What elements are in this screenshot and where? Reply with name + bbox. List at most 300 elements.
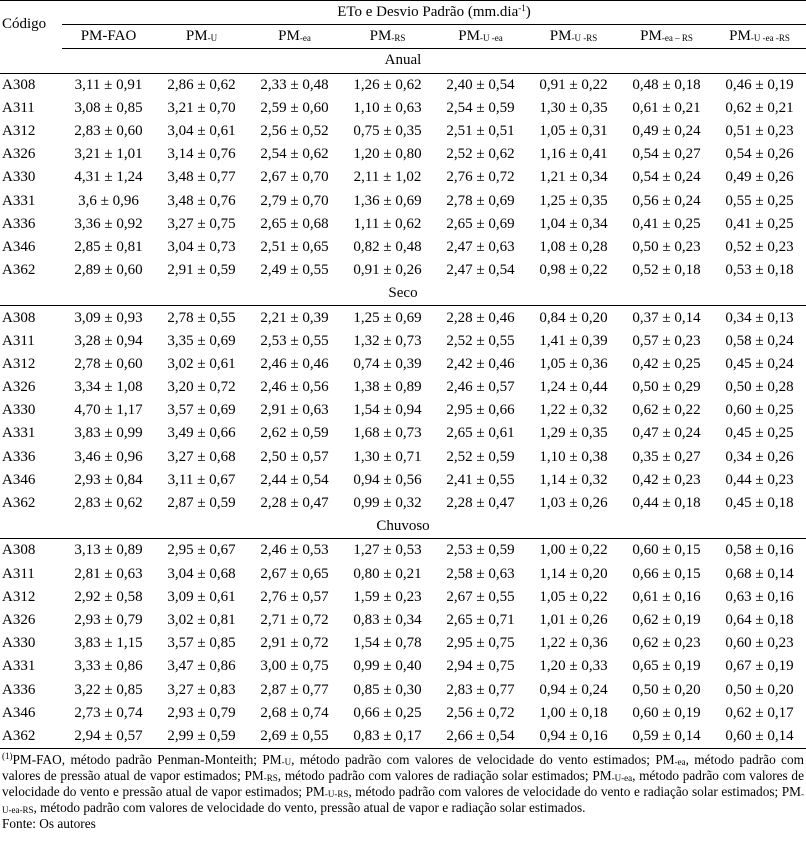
table-cell: 0,41 ± 0,25 <box>632 215 701 232</box>
table-row <box>0 120 806 143</box>
table-row <box>0 539 806 563</box>
table-cell: 0,99 ± 0,40 <box>353 658 422 675</box>
table-cell: 2,99 ± 0,59 <box>155 725 248 749</box>
table-cell: 3,27 ± 0,68 <box>167 448 236 465</box>
table-cell: 0,65 ± 0,19 <box>632 658 701 675</box>
footnote-text: , método padrão com valores de velocidade do vento e pressão atual de vapor estimados; PM <box>2 768 804 799</box>
table-cell: 0,53 ± 0,18 <box>725 262 794 279</box>
table-cell: 0,62 ± 0,21 <box>725 99 794 116</box>
station-code: A336 <box>2 681 36 698</box>
table-cell: 0,42 ± 0,23 <box>632 471 701 488</box>
table-cell: 0,60 ± 0,19 <box>632 704 701 721</box>
group-header: ETo e Desvio Padrão (mm.dia$^{-1}$) <box>62 1 806 25</box>
table-row <box>0 678 806 701</box>
table-cell: 1,20 ± 0,33 <box>539 658 608 675</box>
table-cell: 2,95 ± 0,66 <box>446 402 515 419</box>
table-cell: 0,85 ± 0,30 <box>353 681 422 698</box>
table-cell: 0,59 ± 0,14 <box>620 725 713 749</box>
table-cell: 0,35 ± 0,27 <box>632 448 701 465</box>
table-cell: 2,65 ± 0,71 <box>446 611 515 628</box>
station-code: A336 <box>2 215 36 232</box>
table-cell: 2,62 ± 0,59 <box>260 425 329 442</box>
footnote-subscript: -U-ea <box>611 773 633 783</box>
station-code: A312 <box>2 123 36 140</box>
station-code: A326 <box>2 146 36 163</box>
table-cell: 2,95 ± 0,75 <box>446 635 515 652</box>
table-row <box>0 422 806 445</box>
table-cell: 2,59 ± 0,60 <box>260 99 329 116</box>
table-cell: 1,54 ± 0,94 <box>353 402 422 419</box>
table-cell: 0,75 ± 0,35 <box>353 123 422 140</box>
table-row <box>0 213 806 236</box>
table-row <box>0 702 806 725</box>
table-cell: 2,67 ± 0,70 <box>260 169 329 186</box>
table-cell: 3,47 ± 0,86 <box>167 658 236 675</box>
table-cell: 2,91 ± 0,63 <box>260 402 329 419</box>
table-cell: 2,73 ± 0,74 <box>74 704 143 721</box>
header-row-methods <box>0 25 806 49</box>
footnote-marker: (1) <box>2 751 13 761</box>
table-cell: 0,61 ± 0,16 <box>632 588 701 605</box>
table-cell: 0,66 ± 0,25 <box>353 704 422 721</box>
table-cell: 2,52 ± 0,62 <box>446 146 515 163</box>
table-cell: 2,28 ± 0,47 <box>260 495 329 512</box>
station-code: A346 <box>2 471 36 488</box>
table-cell: 0,61 ± 0,21 <box>632 99 701 116</box>
station-code: A330 <box>2 635 36 652</box>
table-cell: 2,51 ± 0,51 <box>446 123 515 140</box>
table-cell: 2,95 ± 0,67 <box>167 542 236 559</box>
table-cell: 2,87 ± 0,77 <box>260 681 329 698</box>
table-cell: 1,27 ± 0,53 <box>353 542 422 559</box>
table-cell: 0,50 ± 0,23 <box>632 238 701 255</box>
table-cell: 0,91 ± 0,26 <box>353 262 422 279</box>
table-row <box>0 632 806 655</box>
table-cell: 3,28 ± 0,94 <box>74 332 143 349</box>
table-cell: 0,34 ± 0,26 <box>725 448 794 465</box>
table-cell: 0,62 ± 0,19 <box>632 611 701 628</box>
table-cell: 0,58 ± 0,16 <box>725 542 794 559</box>
table-cell: 1,08 ± 0,28 <box>539 238 608 255</box>
table-cell: 0,54 ± 0,24 <box>632 169 701 186</box>
section-title: Chuvoso <box>0 515 806 539</box>
station-code: A312 <box>2 588 36 605</box>
station-code: A346 <box>2 238 36 255</box>
section-header-row <box>0 282 806 306</box>
section-header-row <box>0 49 806 73</box>
table-cell: 2,28 ± 0,47 <box>446 495 515 512</box>
table-row <box>0 236 806 259</box>
footnote-subscript: -U-ea-RS <box>2 789 804 815</box>
table-cell: 2,86 ± 0,62 <box>167 76 236 93</box>
station-code: A312 <box>2 355 36 372</box>
table-cell: 0,98 ± 0,22 <box>539 262 608 279</box>
table-cell: 3,48 ± 0,76 <box>167 192 236 209</box>
table-cell: 3,83 ± 1,15 <box>74 635 143 652</box>
method-header: $PM_{-U}$ <box>155 25 248 49</box>
table-cell: 1,22 ± 0,32 <box>539 402 608 419</box>
table-row <box>0 446 806 469</box>
table-cell: 3,11 ± 0,91 <box>74 76 143 93</box>
table-cell: 0,82 ± 0,48 <box>353 238 422 255</box>
table-cell: 0,41 ± 0,25 <box>725 215 794 232</box>
station-code: A362 <box>2 495 36 512</box>
station-code: A311 <box>2 332 35 349</box>
table-cell: 1,32 ± 0,73 <box>353 332 422 349</box>
footnote-text: , método padrão com valores de velocidade do vento e radiação solar estimados; PM <box>348 784 801 799</box>
method-header: $PM_{-U -RS}$ <box>527 25 620 49</box>
table-cell: 2,94 ± 0,57 <box>62 725 155 749</box>
table-cell: 0,58 ± 0,24 <box>725 332 794 349</box>
table-cell: 2,83 ± 0,77 <box>446 681 515 698</box>
table-cell: 2,46 ± 0,46 <box>260 355 329 372</box>
table-cell: 0,47 ± 0,24 <box>632 425 701 442</box>
table-cell: 2,49 ± 0,55 <box>260 262 329 279</box>
table-cell: 2,54 ± 0,62 <box>260 146 329 163</box>
station-code: A308 <box>2 309 36 326</box>
table-cell: 0,48 ± 0,18 <box>632 76 701 93</box>
table-cell: 1,59 ± 0,23 <box>353 588 422 605</box>
table-cell: 0,54 ± 0,26 <box>725 146 794 163</box>
table-cell: 2,69 ± 0,55 <box>248 725 341 749</box>
table-cell: 2,93 ± 0,79 <box>167 704 236 721</box>
table-cell: 2,47 ± 0,54 <box>446 262 515 279</box>
station-code: A331 <box>2 192 36 209</box>
table-cell: 2,85 ± 0,81 <box>74 238 143 255</box>
table-row <box>0 469 806 492</box>
method-header: PM-FAO <box>62 25 155 49</box>
table-cell: 2,52 ± 0,55 <box>446 332 515 349</box>
table-row <box>0 563 806 586</box>
table-cell: 2,94 ± 0,75 <box>446 658 515 675</box>
table-cell: 2,91 ± 0,72 <box>260 635 329 652</box>
table-cell: 3,33 ± 0,86 <box>74 658 143 675</box>
table-cell: 1,16 ± 0,41 <box>539 146 608 163</box>
table-cell: 0,45 ± 0,24 <box>725 355 794 372</box>
station-code: A308 <box>2 542 36 559</box>
table-cell: 1,00 ± 0,18 <box>539 704 608 721</box>
table-cell: 2,66 ± 0,54 <box>434 725 527 749</box>
table-cell: 1,38 ± 0,89 <box>353 379 422 396</box>
table-cell: 2,44 ± 0,54 <box>260 471 329 488</box>
table-cell: 0,94 ± 0,16 <box>527 725 620 749</box>
table-row <box>0 166 806 189</box>
table-cell: 3,27 ± 0,83 <box>167 681 236 698</box>
table-cell: 0,62 ± 0,17 <box>725 704 794 721</box>
table-cell: 1,29 ± 0,35 <box>539 425 608 442</box>
table-cell: 0,51 ± 0,23 <box>725 123 794 140</box>
table-cell: 1,00 ± 0,22 <box>539 542 608 559</box>
table-body <box>0 49 806 749</box>
table-cell: 1,05 ± 0,31 <box>539 123 608 140</box>
method-header: $PM_{-U -ea -RS}$ <box>713 25 806 49</box>
table-cell: 2,67 ± 0,65 <box>260 565 329 582</box>
table-cell: 0,94 ± 0,56 <box>353 471 422 488</box>
table-row <box>0 73 806 97</box>
table-cell: 2,76 ± 0,72 <box>446 169 515 186</box>
table-cell: 0,62 ± 0,23 <box>632 635 701 652</box>
header-row-group <box>0 1 806 25</box>
table-cell: 0,49 ± 0,26 <box>725 169 794 186</box>
station-code: A346 <box>2 704 36 721</box>
table-cell: 0,83 ± 0,34 <box>353 611 422 628</box>
footnote-text: PM-FAO, método padrão Penman-Monteith; PM <box>12 752 282 767</box>
table-cell: 3,14 ± 0,76 <box>167 146 236 163</box>
table-cell: 0,56 ± 0,24 <box>632 192 701 209</box>
table-cell: 0,66 ± 0,15 <box>632 565 701 582</box>
table-cell: 3,27 ± 0,75 <box>167 215 236 232</box>
station-code: A308 <box>2 76 36 93</box>
table-cell: 2,92 ± 0,58 <box>74 588 143 605</box>
table-cell: 3,00 ± 0,75 <box>260 658 329 675</box>
table-cell: 0,60 ± 0,23 <box>725 635 794 652</box>
table-cell: 0,83 ± 0,17 <box>341 725 434 749</box>
table-cell: 2,33 ± 0,48 <box>260 76 329 93</box>
table-cell: 2,56 ± 0,72 <box>446 704 515 721</box>
table-cell: 2,40 ± 0,54 <box>446 76 515 93</box>
table-cell: 1,24 ± 0,44 <box>539 379 608 396</box>
table-row <box>0 609 806 632</box>
table-cell: 2,50 ± 0,57 <box>260 448 329 465</box>
table-cell: 1,14 ± 0,20 <box>539 565 608 582</box>
table-cell: 0,45 ± 0,18 <box>725 495 794 512</box>
table-cell: 0,94 ± 0,24 <box>539 681 608 698</box>
table-cell: 3,02 ± 0,81 <box>167 611 236 628</box>
table-cell: 1,30 ± 0,35 <box>539 99 608 116</box>
table-cell: 0,91 ± 0,22 <box>539 76 608 93</box>
table-cell: 2,71 ± 0,72 <box>260 611 329 628</box>
table-row <box>0 376 806 399</box>
table-cell: 2,47 ± 0,63 <box>446 238 515 255</box>
table-cell: 2,78 ± 0,55 <box>167 309 236 326</box>
table-cell: 0,52 ± 0,18 <box>632 262 701 279</box>
table-cell: 0,84 ± 0,20 <box>539 309 608 326</box>
section-header-row <box>0 515 806 539</box>
table-cell: 2,65 ± 0,69 <box>446 215 515 232</box>
table-cell: 1,26 ± 0,62 <box>353 76 422 93</box>
station-code: A326 <box>2 611 36 628</box>
table-cell: 0,52 ± 0,23 <box>725 238 794 255</box>
table-cell: 2,89 ± 0,60 <box>74 262 143 279</box>
table-cell: 0,60 ± 0,15 <box>632 542 701 559</box>
footnote-text: , método padrão com valores de velocidade do vento, pressão atual de vapor e radiação solar estimados. <box>33 800 586 815</box>
table-cell: 0,34 ± 0,13 <box>725 309 794 326</box>
table-cell: 0,60 ± 0,25 <box>725 402 794 419</box>
table-cell: 0,68 ± 0,14 <box>725 565 794 582</box>
table-cell: 1,10 ± 0,38 <box>539 448 608 465</box>
table-cell: 2,65 ± 0,68 <box>260 215 329 232</box>
table-cell: 0,57 ± 0,23 <box>632 332 701 349</box>
station-code: A330 <box>2 402 36 419</box>
table-row <box>0 655 806 678</box>
table-cell: 3,20 ± 0,72 <box>167 379 236 396</box>
station-code: A362 <box>2 262 36 279</box>
table-cell: 1,05 ± 0,36 <box>539 355 608 372</box>
table-cell: 0,50 ± 0,20 <box>725 681 794 698</box>
table-cell: 1,10 ± 0,63 <box>353 99 422 116</box>
station-code: A331 <box>2 425 36 442</box>
table-cell: 3,21 ± 0,70 <box>167 99 236 116</box>
source-note: Fonte: Os autores <box>2 816 96 831</box>
code-column-header: Código <box>0 1 62 49</box>
table-cell: 2,28 ± 0,46 <box>446 309 515 326</box>
method-header: $PM_{-RS}$ <box>341 25 434 49</box>
table-cell: 3,48 ± 0,77 <box>167 169 236 186</box>
table-cell: 4,31 ± 1,24 <box>74 169 143 186</box>
station-code: A311 <box>2 99 35 116</box>
table-cell: 2,46 ± 0,56 <box>260 379 329 396</box>
table-cell: 0,64 ± 0,18 <box>725 611 794 628</box>
table-cell: 3,34 ± 1,08 <box>74 379 143 396</box>
table-row <box>0 353 806 376</box>
table-cell: 3,02 ± 0,61 <box>167 355 236 372</box>
table-cell: 0,60 ± 0,14 <box>713 725 806 749</box>
table-cell: 0,45 ± 0,25 <box>725 425 794 442</box>
table-cell: 2,83 ± 0,62 <box>74 495 143 512</box>
table-cell: 2,76 ± 0,57 <box>260 588 329 605</box>
table-cell: 0,63 ± 0,16 <box>725 588 794 605</box>
table-row <box>0 492 806 515</box>
table-cell: 1,22 ± 0,36 <box>539 635 608 652</box>
table-cell: 0,55 ± 0,25 <box>725 192 794 209</box>
footnote-text: , método padrão com valores de velocidade do vento estimados; PM <box>291 752 675 767</box>
table-cell: 2,91 ± 0,59 <box>167 262 236 279</box>
table-cell: 3,09 ± 0,93 <box>74 309 143 326</box>
table-row <box>0 190 806 213</box>
table-row <box>0 259 806 282</box>
table-cell: 3,35 ± 0,69 <box>167 332 236 349</box>
table-cell: 0,46 ± 0,19 <box>725 76 794 93</box>
table-cell: 0,62 ± 0,22 <box>632 402 701 419</box>
footnote-subscript: -U <box>281 757 292 767</box>
table-cell: 2,52 ± 0,59 <box>446 448 515 465</box>
table-cell: 3,57 ± 0,69 <box>167 402 236 419</box>
table-cell: 1,25 ± 0,69 <box>353 309 422 326</box>
table-cell: 3,11 ± 0,67 <box>167 471 236 488</box>
station-code: A311 <box>2 565 35 582</box>
table-row <box>0 586 806 609</box>
station-code: A326 <box>2 379 36 396</box>
section-title: Anual <box>0 49 806 73</box>
station-code: A330 <box>2 169 36 186</box>
table-cell: 2,54 ± 0,59 <box>446 99 515 116</box>
table-row <box>0 399 806 422</box>
table-cell: 3,49 ± 0,66 <box>167 425 236 442</box>
table-cell: 1,20 ± 0,80 <box>353 146 422 163</box>
table-cell: 0,50 ± 0,20 <box>632 681 701 698</box>
table-cell: 1,54 ± 0,78 <box>353 635 422 652</box>
table-cell: 3,57 ± 0,85 <box>167 635 236 652</box>
table-cell: 1,25 ± 0,35 <box>539 192 608 209</box>
table-cell: 0,50 ± 0,29 <box>632 379 701 396</box>
table-cell: 1,01 ± 0,26 <box>539 611 608 628</box>
table-cell: 3,09 ± 0,61 <box>167 588 236 605</box>
table-cell: 0,80 ± 0,21 <box>353 565 422 582</box>
table-cell: 2,93 ± 0,79 <box>74 611 143 628</box>
table-cell: 2,78 ± 0,60 <box>74 355 143 372</box>
table-cell: 0,99 ± 0,32 <box>353 495 422 512</box>
table-cell: 2,53 ± 0,55 <box>260 332 329 349</box>
table-cell: 2,81 ± 0,63 <box>74 565 143 582</box>
method-header: $PM_{-ea}$ <box>248 25 341 49</box>
table-cell: 0,67 ± 0,19 <box>725 658 794 675</box>
table-cell: 0,50 ± 0,28 <box>725 379 794 396</box>
table-cell: 1,04 ± 0,34 <box>539 215 608 232</box>
table-row <box>0 97 806 120</box>
footnote-subscript: -U-RS <box>324 789 349 799</box>
table-cell: 3,6 ± 0,96 <box>78 192 139 209</box>
table-cell: 2,53 ± 0,59 <box>446 542 515 559</box>
footnote <box>0 749 806 816</box>
table-cell: 2,65 ± 0,61 <box>446 425 515 442</box>
table-cell: 2,42 ± 0,46 <box>446 355 515 372</box>
method-header: $PM_{-ea - RS}$ <box>620 25 713 49</box>
table-cell: 2,11 ± 1,02 <box>353 169 422 186</box>
table-cell: 2,79 ± 0,70 <box>260 192 329 209</box>
table-cell: 3,08 ± 0,85 <box>74 99 143 116</box>
table-cell: 2,78 ± 0,69 <box>446 192 515 209</box>
table-cell: 2,58 ± 0,63 <box>446 565 515 582</box>
table-cell: 1,36 ± 0,69 <box>353 192 422 209</box>
table-cell: 0,54 ± 0,27 <box>632 146 701 163</box>
table-cell: 1,05 ± 0,22 <box>539 588 608 605</box>
table-cell: 2,46 ± 0,57 <box>446 379 515 396</box>
table-cell: 2,51 ± 0,65 <box>260 238 329 255</box>
table-cell: 0,49 ± 0,24 <box>632 123 701 140</box>
table-cell: 1,11 ± 0,62 <box>353 215 422 232</box>
table-cell: 1,21 ± 0,34 <box>539 169 608 186</box>
table-cell: 1,14 ± 0,32 <box>539 471 608 488</box>
table-cell: 3,13 ± 0,89 <box>74 542 143 559</box>
table-cell: 0,42 ± 0,25 <box>632 355 701 372</box>
table-cell: 3,22 ± 0,85 <box>74 681 143 698</box>
table-cell: 2,21 ± 0,39 <box>260 309 329 326</box>
table-cell: 2,87 ± 0,59 <box>167 495 236 512</box>
table-cell: 2,46 ± 0,53 <box>260 542 329 559</box>
table-cell: 3,04 ± 0,73 <box>167 238 236 255</box>
table-cell: 3,21 ± 1,01 <box>74 146 143 163</box>
table-row <box>0 306 806 330</box>
table-cell: 2,67 ± 0,55 <box>446 588 515 605</box>
table-cell: 3,46 ± 0,96 <box>74 448 143 465</box>
table-row <box>0 143 806 166</box>
station-code: A336 <box>2 448 36 465</box>
footnote-text: , método padrão com valores de radiação solar estimados; PM <box>277 768 612 783</box>
table-cell: 3,36 ± 0,92 <box>74 215 143 232</box>
table-cell: 2,68 ± 0,74 <box>260 704 329 721</box>
table-cell: 1,41 ± 0,39 <box>539 332 608 349</box>
station-code: A362 <box>0 725 62 749</box>
footnote-subscript: -RS <box>263 773 278 783</box>
table-cell: 2,41 ± 0,55 <box>446 471 515 488</box>
table-cell: 0,37 ± 0,14 <box>632 309 701 326</box>
table-cell: 3,04 ± 0,61 <box>167 123 236 140</box>
footnote-text: , método padrão com valores de pressão atual de vapor estimados; PM <box>2 752 804 783</box>
table-cell: 0,44 ± 0,18 <box>632 495 701 512</box>
table-cell: 2,83 ± 0,60 <box>74 123 143 140</box>
table-cell: 3,83 ± 0,99 <box>74 425 143 442</box>
table-cell: 0,74 ± 0,39 <box>353 355 422 372</box>
table-cell: 1,68 ± 0,73 <box>353 425 422 442</box>
section-title: Seco <box>0 282 806 306</box>
table-cell: 1,30 ± 0,71 <box>353 448 422 465</box>
station-code: A331 <box>2 658 36 675</box>
footnote-subscript: -ea <box>674 757 686 767</box>
table-cell: 3,04 ± 0,68 <box>167 565 236 582</box>
table-row <box>0 725 806 749</box>
table-cell: 2,93 ± 0,84 <box>74 471 143 488</box>
table-cell: 4,70 ± 1,17 <box>74 402 143 419</box>
